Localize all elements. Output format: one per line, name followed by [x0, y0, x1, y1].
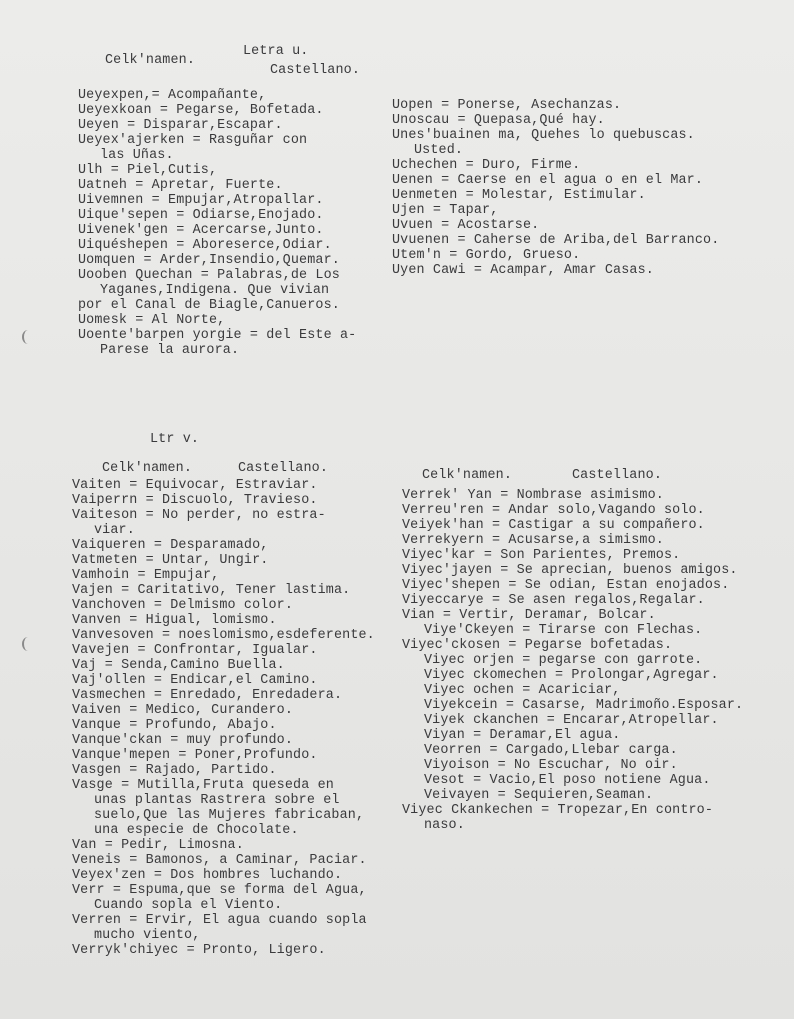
entry-line: Viyoison = No Escuchar, No oir.	[424, 758, 678, 773]
entry-line: Vanven = Higual, lomismo.	[72, 613, 277, 628]
entry-line: Ulh = Piel,Cutis,	[78, 163, 218, 178]
entry-line: Viyec ckomechen = Prolongar,Agregar.	[424, 668, 719, 683]
entry-line: Verreu'ren = Andar solo,Vagando solo.	[402, 503, 705, 518]
entry-line: Unoscau = Quepasa,Qué hay.	[392, 113, 605, 128]
entry-line: suelo,Que las Mujeres fabricaban,	[94, 808, 365, 823]
entry-line: Vanchoven = Delmismo color.	[72, 598, 294, 613]
entry-line: Vajen = Caritativo, Tener lastima.	[72, 583, 351, 598]
entry-line: Utem'n = Gordo, Grueso.	[392, 248, 581, 263]
entry-line: las Uñas.	[100, 148, 174, 163]
entry-line: Uopen = Ponerse, Asechanzas.	[392, 98, 622, 113]
entry-line: Veorren = Cargado,Llebar carga.	[424, 743, 678, 758]
entry-line: Vasmechen = Enredado, Enredadera.	[72, 688, 343, 703]
entry-line: Ueyex'ajerken = Rasguñar con	[78, 133, 308, 148]
entry-line: Viyec'jayen = Se aprecian, buenos amigos.	[402, 563, 738, 578]
entry-line: Vaj'ollen = Endicar,el Camino.	[72, 673, 318, 688]
entry-line: Uivemnen = Empujar,Atropallar.	[78, 193, 324, 208]
entry-line: Uoente'barpen yorgie = del Este a-	[78, 328, 357, 343]
entry-line: Viyek ckanchen = Encarar,Atropellar.	[424, 713, 719, 728]
entry-line: Verrekyern = Acusarse,a simismo.	[402, 533, 664, 548]
entry-line: Viyec'shepen = Se odian, Estan enojados.	[402, 578, 730, 593]
entry-line: Uivenek'gen = Acercarse,Junto.	[78, 223, 324, 238]
entry-line: Vavejen = Confrontar, Igualar.	[72, 643, 318, 658]
entry-line: Viyec'ckosen = Pegarse bofetadas.	[402, 638, 673, 653]
entry-line: mucho viento,	[94, 928, 201, 943]
entry-line: Viyec Ckankechen = Tropezar,En contro-	[402, 803, 714, 818]
entry-line: Ueyexpen,= Acompañante,	[78, 88, 267, 103]
entry-line: unas plantas Rastrera sobre el	[94, 793, 340, 808]
entry-line: Veneis = Bamonos, a Caminar, Paciar.	[72, 853, 367, 868]
entry-line: Vaiqueren = Desparamado,	[72, 538, 269, 553]
entry-line: Veivayen = Sequieren,Seaman.	[424, 788, 654, 803]
entry-line: Ueyen = Disparar,Escapar.	[78, 118, 283, 133]
entry-line: Vaiven = Medico, Curandero.	[72, 703, 294, 718]
entry-line: Vesot = Vacio,El poso notiene Agua.	[424, 773, 711, 788]
entry-line: Ujen = Tapar,	[392, 203, 499, 218]
binder-hole-mark	[22, 637, 34, 651]
entry-line: Usted.	[414, 143, 464, 158]
entry-line: Parese la aurora.	[100, 343, 240, 358]
entry-line: Vatmeten = Untar, Ungir.	[72, 553, 269, 568]
entry-line: Vaiteson = No perder, no estra-	[72, 508, 326, 523]
entry-line: Ueyexkoan = Pegarse, Bofetada.	[78, 103, 324, 118]
entry-line: Uenen = Caerse en el agua o en el Mar.	[392, 173, 704, 188]
entry-line: Verrek' Yan = Nombrase asimismo.	[402, 488, 664, 503]
header-castellano-v-right: Castellano.	[572, 468, 663, 483]
entry-line: Vasge = Mutilla,Fruta queseda en	[72, 778, 334, 793]
entry-line: Uvuen = Acostarse.	[392, 218, 540, 233]
entry-line: Viyec ochen = Acariciar,	[424, 683, 621, 698]
entry-line: Uchechen = Duro, Firme.	[392, 158, 581, 173]
entry-line: Uenmeten = Molestar, Estimular.	[392, 188, 646, 203]
v-left-column	[72, 478, 375, 958]
entry-line: Vaiperrn = Discuolo, Travieso.	[72, 493, 318, 508]
entry-line: Uiquéshepen = Aboreserce,Odiar.	[78, 238, 332, 253]
header-celknamen-v-left: Celk'namen.	[102, 461, 193, 476]
entry-line: Veiyek'han = Castigar a su compañero.	[402, 518, 705, 533]
header-celknamen-u: Celk'namen.	[105, 53, 196, 68]
entry-line: por el Canal de Biagle,Canueros.	[78, 298, 340, 313]
entry-line: Vian = Vertir, Deramar, Bolcar.	[402, 608, 656, 623]
entry-line: Vamhoin = Empujar,	[72, 568, 220, 583]
entry-line: Uooben Quechan = Palabras,de Los	[78, 268, 340, 283]
entry-line: una especie de Chocolate.	[94, 823, 299, 838]
header-celknamen-v-right: Celk'namen.	[422, 468, 513, 483]
entry-line: Vanque'ckan = muy profundo.	[72, 733, 294, 748]
entry-line: Verryk'chiyec = Pronto, Ligero.	[72, 943, 326, 958]
binder-hole-mark	[22, 330, 34, 344]
entry-line: Viyec'kar = Son Parientes, Premos.	[402, 548, 681, 563]
entry-line: Uique'sepen = Odiarse,Enojado.	[78, 208, 324, 223]
entry-line: Vanque = Profundo, Abajo.	[72, 718, 277, 733]
entry-line: Yaganes,Indigena. Que vivian	[100, 283, 330, 298]
entry-line: Viye'Ckeyen = Tirarse con Flechas.	[424, 623, 703, 638]
entry-line: Viyan = Deramar,El agua.	[424, 728, 621, 743]
entry-line: Uvuenen = Caherse de Ariba,del Barranco.	[392, 233, 720, 248]
u-right-column	[392, 98, 719, 278]
entry-line: Uyen Cawi = Acampar, Amar Casas.	[392, 263, 654, 278]
entry-line: Vanque'mepen = Poner,Profundo.	[72, 748, 318, 763]
entry-line: naso.	[424, 818, 465, 833]
header-castellano-u: Castellano.	[270, 63, 361, 78]
entry-line: Viyekcein = Casarse, Madrimoño.Esposar.	[424, 698, 744, 713]
u-left-column	[78, 88, 356, 358]
entry-line: Veyex'zen = Dos hombres luchando.	[72, 868, 343, 883]
section-title-letra-u: Letra u.	[243, 44, 309, 59]
entry-line: Cuando sopla el Viento.	[94, 898, 283, 913]
entry-line: Uatneh = Apretar, Fuerte.	[78, 178, 283, 193]
entry-line: viar.	[94, 523, 135, 538]
entry-line: Verren = Ervir, El agua cuando sopla	[72, 913, 367, 928]
header-castellano-v-left: Castellano.	[238, 461, 329, 476]
entry-line: Vasgen = Rajado, Partido.	[72, 763, 277, 778]
entry-line: Vanvesoven = noeslomismo,esdeferente.	[72, 628, 375, 643]
entry-line: Vaj = Senda,Camino Buella.	[72, 658, 285, 673]
v-right-column	[402, 488, 743, 833]
section-title-letra-v: Ltr v.	[150, 432, 200, 447]
entry-line: Uomesk = Al Norte,	[78, 313, 226, 328]
entry-line: Vaiten = Equivocar, Estraviar.	[72, 478, 318, 493]
entry-line: Unes'buainen ma, Quehes lo quebuscas.	[392, 128, 695, 143]
entry-line: Viyec orjen = pegarse con garrote.	[424, 653, 703, 668]
entry-line: Verr = Espuma,que se forma del Agua,	[72, 883, 367, 898]
entry-line: Van = Pedir, Limosna.	[72, 838, 244, 853]
entry-line: Viyeccarye = Se asen regalos,Regalar.	[402, 593, 705, 608]
entry-line: Uomquen = Arder,Insendio,Quemar.	[78, 253, 340, 268]
